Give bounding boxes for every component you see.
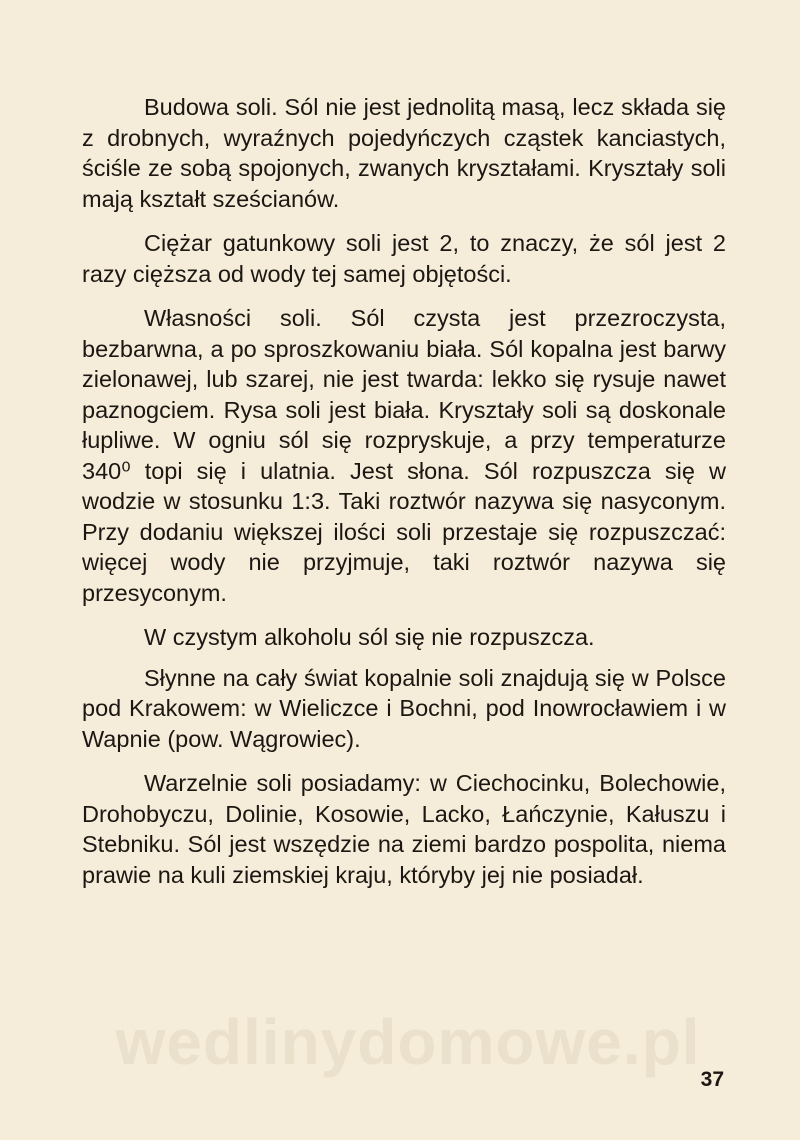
paragraph-salt-mines: Słynne na cały świat kopalnie soli znajdują się w Polsce pod Krakowem: w Wieliczce i Bochni, pod Inowrocławiem i w Wapnie (pow. Wągrowiec). bbox=[82, 664, 726, 752]
paragraph-salt-works: Warzelnie soli posiadamy: w Ciechocinku, Bolechowie, Drohobyczu, Dolinie, Kosowie, Lacko, Łańczynie, Kałuszu i Stebniku. Sól jest wszędzie na ziemi bardzo pospolita, niema prawie na kuli ziemskiej kraju, któryby jej nie posiadał. bbox=[82, 770, 726, 888]
paragraph-salt-properties: Własności soli. Sól czysta jest przezroczysta, bezbarwna, a po sproszkowaniu biała. Sól kopalna jest barwy zielonawej, lub szarej, nie jest twarda: lekko się rysuje nawet paznogciem. Rysa soli jest biała. Kryształy soli są doskonale łupliwe. W ogniu sól się rozpryskuje, a przy temperaturze 340⁰ topi się i ulatnia. Jest słona. Sól rozpuszcza się w wodzie w stosunku 1:3. Taki roztwór nazywa się nasyconym. Przy dodaniu większej ilości soli przestaje się rozpuszczać: więcej wody nie przyjmuje, taki roztwór nazywa się przesyconym. bbox=[82, 305, 726, 606]
paragraph-specific-gravity: Ciężar gatunkowy soli jest 2, to znaczy, że sól jest 2 razy cięższa od wody tej samej objętości. bbox=[82, 230, 726, 287]
paragraph-salt-structure: Budowa soli. Sól nie jest jednolitą masą, lecz składa się z drobnych, wyraźnych pojedyńczych cząstek kanciastych, ściśle ze sobą spojonych, zwanych kryształami. Kryształy soli mają kształt sześcianów. bbox=[82, 94, 726, 212]
watermark: wedlinydomowe.pl bbox=[115, 1006, 701, 1078]
paragraph-alcohol: W czystym alkoholu sól się nie rozpuszcza. bbox=[144, 624, 595, 650]
body-text bbox=[82, 92, 726, 904]
page-number: 37 bbox=[700, 1068, 724, 1091]
